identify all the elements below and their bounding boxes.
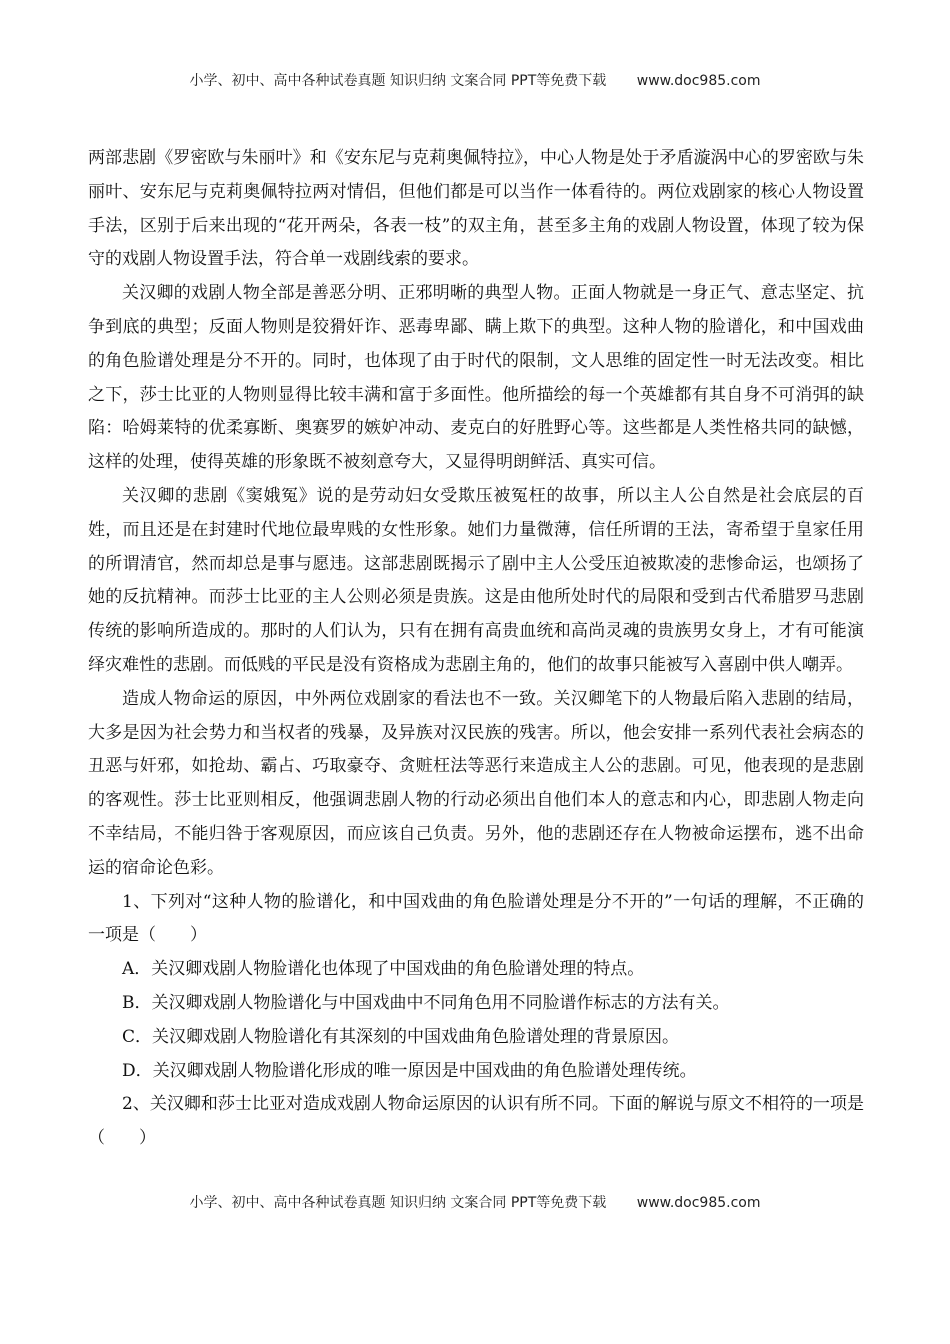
answer-option: B．关汉卿戏剧人物脸谱化与中国戏曲中不同角色用不同脸谱作标志的方法有关。 bbox=[122, 992, 730, 1013]
paragraph: 关汉卿的悲剧《窦娥冤》说的是劳动妇女受欺压被冤枉的故事，所以主人公自然是社会底层的百姓，而且还是在封建时代地位最卑贱的女性形象。她们力量微薄，信任所谓的王法，寄希望于皇家任用的所谓清官，然而却总是事与愿违。这部悲剧既揭示了剧中主人公受压迫被欺凌的悲惨命运，也颂扬了她的反抗精神。而莎士比亚的主人公则必须是贵族。这是由他所处时代的局限和受到古代希腊罗马悲剧传统的影响所造成的。那时的人们认为，只有在拥有高贵血统和高尚灵魂的贵族男女身上，才有可能演绎灾难性的悲剧。而低贱的平民是没有资格成为悲剧主角的，他们的故事只能被写入喜剧中供人嘲弄。 bbox=[88, 485, 864, 675]
answer-option: D．关汉卿戏剧人物脸谱化形成的唯一原因是中国戏曲的角色脸谱处理传统。 bbox=[122, 1060, 697, 1081]
answer-option: A．关汉卿戏剧人物脸谱化也体现了中国戏曲的角色脸谱处理的特点。 bbox=[122, 959, 645, 980]
header-url-link[interactable]: www.doc985.com bbox=[636, 73, 761, 89]
paragraph: 造成人物命运的原因，中外两位戏剧家的看法也不一致。关汉卿笔下的人物最后陷入悲剧的结局，大多是因为社会势力和当权者的残暴，及异族对汉民族的残害。所以，他会安排一系列代表社会病态的丑恶与奸邪，如抢劫、霸占、巧取豪夺、贪赃枉法等恶行来造成主人公的悲剧。可见，他表现的是悲剧的客观性。莎士比亚则相反，他强调悲剧人物的行动必须出自他们本人的意志和内心，即悲剧人物走向不幸结局，不能归咎于客观原因，而应该自己负责。另外，他的悲剧还存在人物被命运摆布，逃不出命运的宿命论色彩。 bbox=[88, 688, 864, 878]
page-header bbox=[0, 70, 950, 90]
footer-url-link[interactable]: www.doc985.com bbox=[636, 1195, 761, 1211]
question-stem: 1、下列对“这种人物的脸谱化，和中国戏曲的角色脸谱处理是分不开的”一句话的理解，不正确的一项是（ ） bbox=[88, 891, 864, 946]
answer-option: C．关汉卿戏剧人物脸谱化有其深刻的中国戏曲角色脸谱处理的背景原因。 bbox=[122, 1026, 680, 1047]
page-footer bbox=[0, 1192, 950, 1212]
document-body bbox=[88, 142, 864, 1156]
question-stem: 2、关汉卿和莎士比亚对造成戏剧人物命运原因的认识有所不同。下面的解说与原文不相符的一项是（ ） bbox=[88, 1094, 864, 1149]
header-text: 小学、初中、高中各种试卷真题 知识归纳 文案合同 PPT等免费下载 bbox=[189, 73, 607, 89]
paragraph: 两部悲剧《罗密欧与朱丽叶》和《安东尼与克莉奥佩特拉》，中心人物是处于矛盾漩涡中心的罗密欧与朱丽叶、安东尼与克莉奥佩特拉两对情侣，但他们都是可以当作一体看待的。两位戏剧家的核心人物设置手法，区别于后来出现的“花开两朵，各表一枝”的双主角，甚至多主角的戏剧人物设置，体现了较为保守的戏剧人物设置手法，符合单一戏剧线索的要求。 bbox=[88, 148, 864, 270]
paragraph: 关汉卿的戏剧人物全部是善恶分明、正邪明晰的典型人物。正面人物就是一身正气、意志坚定、抗争到底的典型；反面人物则是狡猾奸诈、恶毒卑鄙、瞒上欺下的典型。这种人物的脸谱化，和中国戏曲的角色脸谱处理是分不开的。同时，也体现了由于时代的限制，文人思维的固定性一时无法改变。相比之下，莎士比亚的人物则显得比较丰满和富于多面性。他所描绘的每一个英雄都有其自身不可消弭的缺陷：哈姆莱特的优柔寡断、奥赛罗的嫉妒冲动、麦克白的好胜野心等。这些都是人类性格共同的缺憾，这样的处理，使得英雄的形象既不被刻意夸大，又显得明朗鲜活、真实可信。 bbox=[88, 283, 864, 473]
footer-text: 小学、初中、高中各种试卷真题 知识归纳 文案合同 PPT等免费下载 bbox=[189, 1195, 607, 1211]
